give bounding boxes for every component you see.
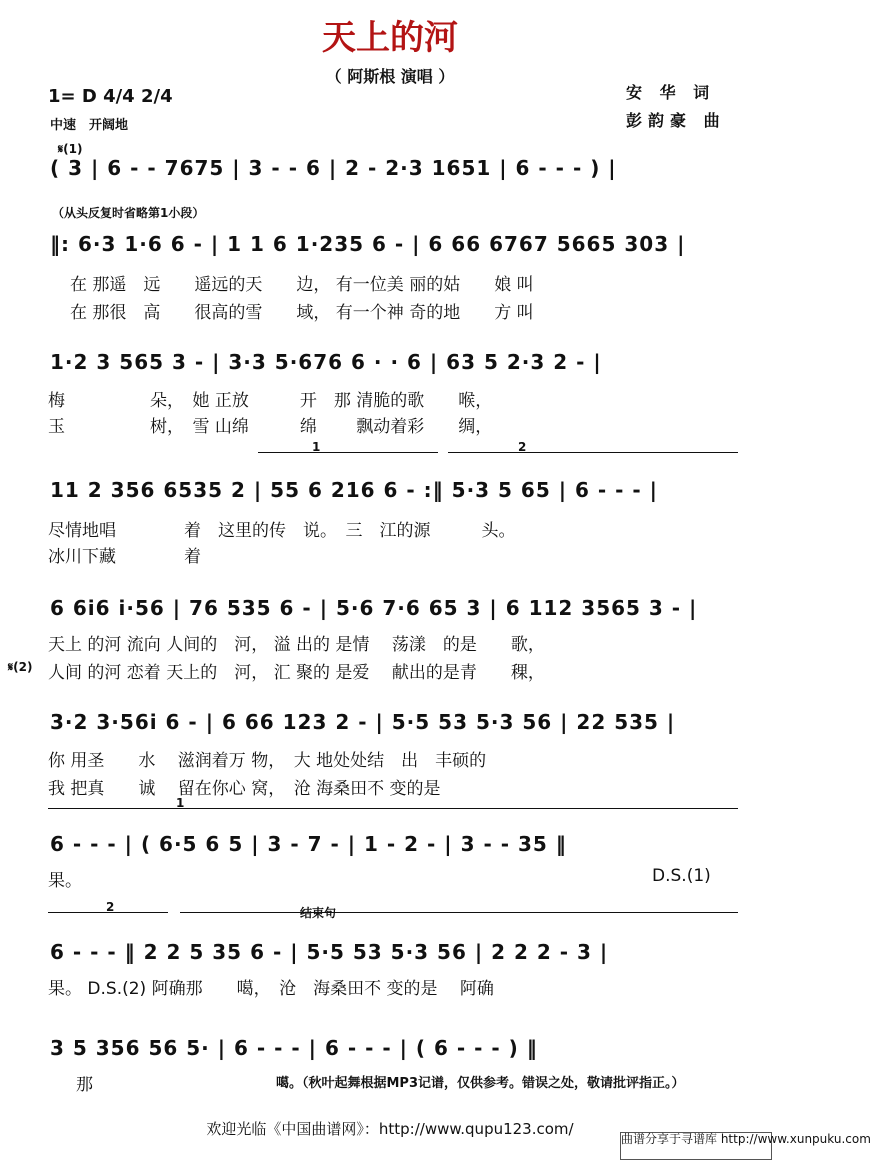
segno-2-mark: 𝄋(2) bbox=[8, 660, 33, 674]
volta-1-bracket-b bbox=[48, 808, 738, 809]
footer-credit: 欢迎光临《中国曲谱网》：http://www.qupu123.com/ bbox=[206, 1120, 574, 1138]
notation-row-6: 6 - - - | ( 6·5 6 5 | 3 - 7 - | 1 - 2 - | 3 - - 35 ‖ bbox=[50, 832, 567, 856]
watermark-stamp: 曲谱分享于寻谱库 http://www.xunpuku.com bbox=[620, 1132, 772, 1160]
notation-row-3: 11 2 356 6535 2 | 55 6 216 6 - :‖ 5·3 5 65 | 6 - - - | bbox=[50, 478, 658, 502]
lyric-row-3-verse-2: 冰川下藏 着 bbox=[48, 547, 201, 567]
song-title: 天上的河 bbox=[322, 18, 458, 58]
notation-row-5: 3·2 3·56i 6 - | 6 66 123 2 - | 5·5 53 5·3 56 | 22 535 | bbox=[50, 710, 676, 734]
lyric-row-3-verse-1: 尽情地唱 着 这里的传 说。 三 江的源 头。 bbox=[48, 521, 516, 541]
lyric-row-7: 果。 D.S.(2) 阿确那 噶， 沧 海桑田不 变的是 阿确 bbox=[48, 979, 494, 999]
volta-1-label-b: 1 bbox=[176, 796, 185, 810]
lyric-row-1-verse-2: 在 那很 高 很高的雪 域， 有一个神 奇的地 方 叫 bbox=[70, 303, 534, 323]
intro-notes: ( 3 | 6 - - 7675 | 3 - - 6 | 2 - 2·3 1651 | 6 - - - ) | bbox=[50, 156, 617, 180]
volta-2-bracket bbox=[448, 452, 738, 453]
lyric-row-4-verse-1: 天上 的河 流向 人间的 河， 溢 出的 是情 荡漾 的是 歌， bbox=[48, 635, 545, 655]
lyric-row-5-verse-2: 我 把真 诚 留在你心 窝， 沧 海桑田不 变的是 bbox=[48, 779, 441, 799]
lyric-row-2-verse-1: 梅 朵， 她 正放 开 那 清脆的歌 喉， bbox=[48, 391, 493, 411]
notation-row-4: 6 6i6 i·56 | 76 535 6 - | 5·6 7·6 65 3 | 6 112 3565 3 - | bbox=[50, 596, 698, 620]
lyric-row-4-verse-2: 人间 的河 恋着 天上的 河， 汇 聚的 是爱 献出的是青 稞， bbox=[48, 663, 545, 683]
ending-label: 结束句 bbox=[300, 906, 337, 920]
repeat-note: （从头反复时省略第1小段） bbox=[52, 206, 205, 220]
lyric-row-2-verse-2: 玉 树， 雪 山绵 绵 飘动着彩 绸， bbox=[48, 417, 493, 437]
volta-2-label-b: 2 bbox=[106, 900, 115, 914]
notation-row-7: 6 - - - ‖ 2 2 5 35 6 - | 5·5 53 5·3 56 | 2 2 2 - 3 | bbox=[50, 940, 609, 964]
segno-1-mark: 𝄋(1) bbox=[58, 142, 83, 156]
composer-credit: 彭韵豪 曲 bbox=[626, 111, 726, 130]
volta-1-label: 1 bbox=[312, 440, 321, 454]
ending-bracket bbox=[180, 912, 738, 913]
notation-row-1: ‖: 6·3 1·6 6 - | 1 1 6 1·235 6 - | 6 66 6767 5665 303 | bbox=[50, 232, 686, 256]
notation-row-8: 3 5 356 56 5· | 6 - - - | 6 - - - | ( 6 - - - ) ‖ bbox=[50, 1036, 538, 1060]
lyric-row-6-verse-1: 果。 bbox=[48, 871, 82, 891]
lyric-row-8-a: 那 bbox=[76, 1075, 93, 1095]
lyric-row-1-verse-1: 在 那遥 远 遥远的天 边， 有一位美 丽的姑 娘 叫 bbox=[70, 275, 534, 295]
key-signature: 1= D 4/4 2/4 bbox=[48, 86, 173, 107]
lyric-row-5-verse-1: 你 用圣 水 滋润着万 物， 大 地处处结 出 丰硕的 bbox=[48, 751, 487, 771]
notation-row-2: 1·2 3 565 3 - | 3·3 5·676 6 · · 6 | 63 5 2·3 2 - | bbox=[50, 350, 602, 374]
performer: （ 阿斯根 演唱 ） bbox=[325, 67, 455, 86]
ds-1-mark: D.S.(1) bbox=[652, 866, 711, 886]
lyricist-credit: 安 华 词 bbox=[626, 83, 716, 102]
volta-1-bracket bbox=[258, 452, 438, 453]
tempo-marking: 中速 开阔地 bbox=[50, 118, 129, 133]
volta-2-label: 2 bbox=[518, 440, 527, 454]
transcriber-note: 噶。（秋叶起舞根据MP3记谱，仅供参考。错误之处，敬请批评指正。） bbox=[276, 1076, 685, 1091]
